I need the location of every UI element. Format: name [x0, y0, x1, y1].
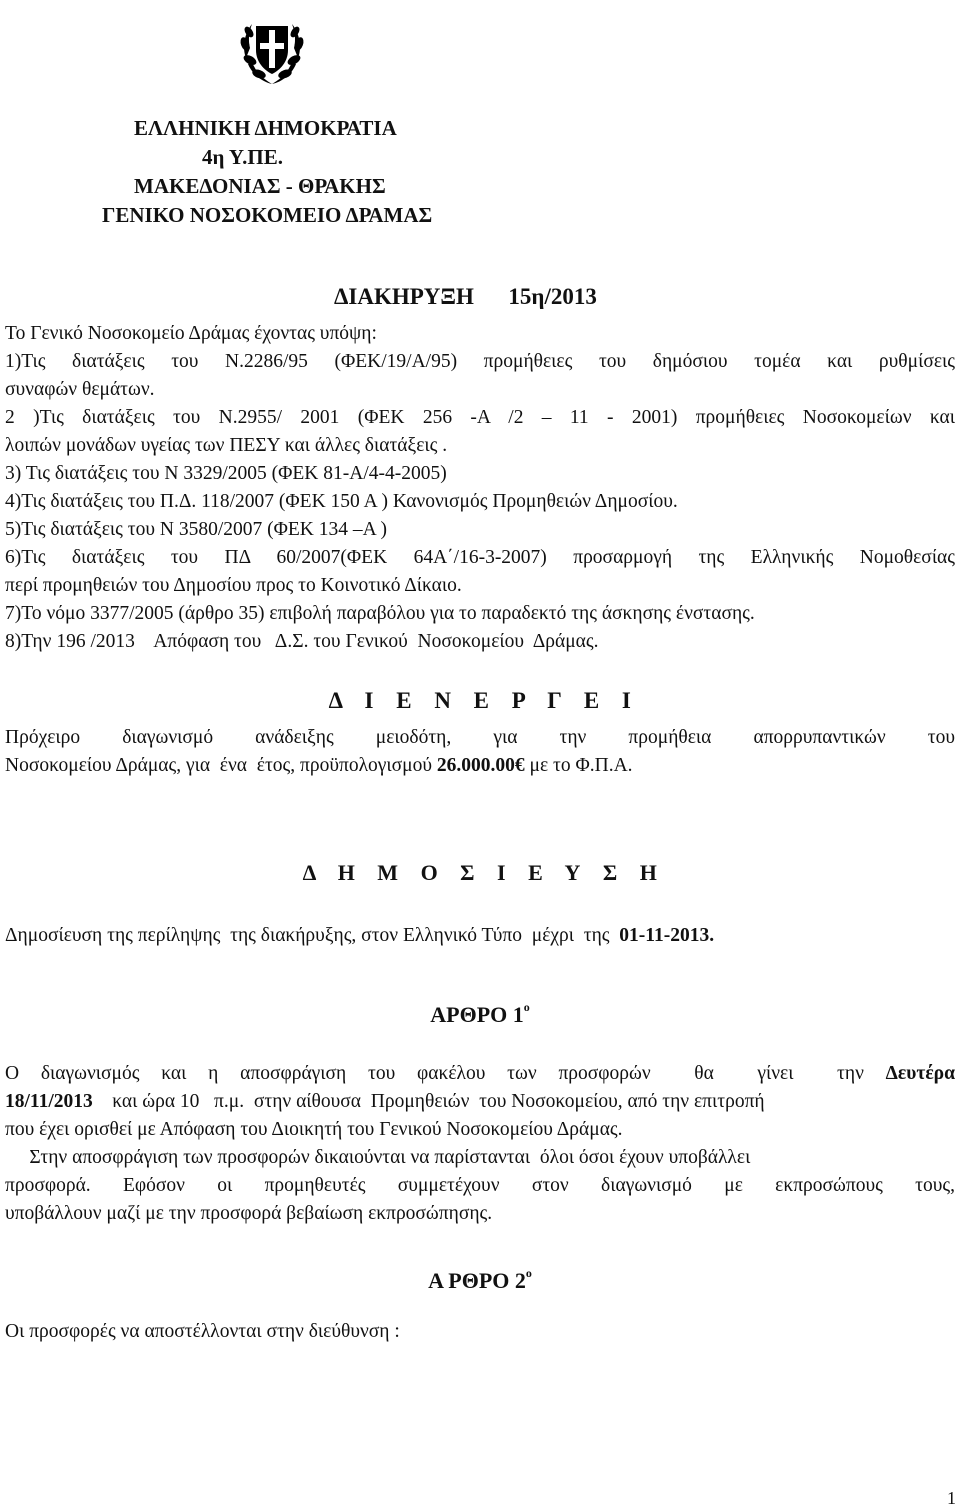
- header-country: ΕΛΛΗΝΙΚΗ ΔΗΜΟΚΡΑΤΙΑ: [134, 116, 397, 140]
- consideration-2-cont: λοιπών μονάδων υγείας των ΠΕΣΥ και άλλες διατάξεις .: [5, 435, 448, 456]
- article-1-heading: [0, 1002, 960, 1028]
- article-2-ordinal: ο: [525, 1266, 532, 1280]
- article-1-line-1-text: Ο διαγωνισμός και η αποσφράγιση του φακέλου των προσφορών θα γίνει την: [5, 1063, 886, 1084]
- publication-text-body: Δημοσίευση της περίληψης της διακήρυξης, στον Ελληνικό Τύπο μέχρι της: [5, 925, 620, 946]
- article-1-title: ΑΡΘΡΟ 1: [430, 1002, 524, 1027]
- opening-date: 18/11/2013: [5, 1091, 93, 1112]
- page-number: 1: [947, 1488, 956, 1508]
- article-2-heading: [0, 1268, 960, 1294]
- announces-line-2-text: Νοσοκομείου Δράμας, για ένα έτος, προϋπολογισμού: [5, 755, 437, 776]
- article-1-line-5: προσφορά. Εφόσον οι προμηθευτές συμμετέχουν στον διαγωνισμό με εκπροσώπους τους,: [5, 1175, 955, 1196]
- article-2-title: Α ΡΘΡΟ 2: [428, 1268, 526, 1293]
- consideration-1: 1)Τις διατάξεις του Ν.2286/95 (ΦΕΚ/19/Α/95) προμήθειες του δημόσιου τομέα και ρυθμίσεις: [5, 351, 955, 372]
- consideration-8: 8)Την 196 /2013 Απόφαση του Δ.Σ. του Γενικού Νοσοκομείου Δράμας.: [5, 631, 599, 652]
- announces-line-2-end: με το Φ.Π.Α.: [524, 755, 633, 776]
- article-2-line-1: Οι προσφορές να αποστέλλονται στην διεύθυνση :: [5, 1321, 400, 1342]
- opening-day: Δευτέρα: [885, 1063, 955, 1084]
- consideration-6-cont: περί προμηθειών του Δημοσίου προς το Κοινοτικό Δίκαιο.: [5, 575, 462, 596]
- publication-heading: Δ Η Μ Ο Σ Ι Ε Υ Σ Η: [302, 860, 658, 885]
- consideration-3: 3) Τις διατάξεις του Ν 3329/2005 (ΦΕΚ 81-Α/4-4-2005): [5, 463, 447, 484]
- greek-state-emblem-icon: [232, 10, 312, 90]
- header-region: ΜΑΚΕΔΟΝΙΑΣ - ΘΡΑΚΗΣ: [134, 174, 386, 198]
- article-1-ordinal: ο: [523, 1000, 530, 1014]
- consideration-1-cont: συναφών θεμάτων.: [5, 379, 155, 400]
- announces-line-1: Πρόχειρο διαγωνισμό ανάδειξης μειοδότη, για την προμήθεια απορρυπαντικών του: [5, 727, 955, 748]
- article-1-line-2-text: και ώρα 10 π.μ. στην αίθουσα Προμηθειών του Νοσοκομείου, από την επιτροπή: [92, 1091, 765, 1112]
- budget-amount: 26.000.00€: [436, 755, 525, 776]
- consideration-6: 6)Τις διατάξεις του ΠΔ 60/2007(ΦΕΚ 64Α΄/16-3-2007) προσαρμογή της Ελληνικής Νομοθεσίας: [5, 547, 955, 568]
- publication-deadline: 01-11-2013.: [619, 925, 715, 946]
- announces-heading: Δ Ι Ε Ν Ε Ρ Γ Ε Ι: [328, 688, 632, 713]
- article-1-line-1: [5, 1060, 955, 1088]
- article-1-line-2: [5, 1088, 765, 1116]
- consideration-7: 7)Το νόμο 3377/2005 (άρθρο 35) επιβολή παραβόλου για το παραδεκτό της άσκησης ένστασης.: [5, 603, 755, 624]
- considerations-intro: Το Γενικό Νοσοκομείο Δράμας έχοντας υπόψη:: [5, 323, 377, 344]
- consideration-5: 5)Τις διατάξεις του Ν 3580/2007 (ΦΕΚ 134 –Α ): [5, 519, 387, 540]
- document-title: ΔΙΑΚΗΡΥΞΗ 15η/2013: [334, 284, 597, 309]
- article-1-line-3: που έχει ορισθεί με Απόφαση του Διοικητή του Γενικού Νοσοκομείου Δράμας.: [5, 1119, 623, 1140]
- header-region-authority: 4η Υ.ΠΕ.: [202, 145, 283, 169]
- header-hospital: ΓΕΝΙΚΟ ΝΟΣΟΚΟΜΕΙΟ ΔΡΑΜΑΣ: [102, 203, 433, 227]
- article-1-line-6: υποβάλλουν μαζί με την προσφορά βεβαίωση εκπροσώπησης.: [5, 1203, 493, 1224]
- publication-text: [5, 922, 714, 950]
- consideration-4: 4)Τις διατάξεις του Π.Δ. 118/2007 (ΦΕΚ 150 Α ) Κανονισμός Προμηθειών Δημοσίου.: [5, 491, 678, 512]
- consideration-2: 2 )Τις διατάξεις του Ν.2955/ 2001 (ΦΕΚ 256 -Α /2 – 11 - 2001) προμήθειες Νοσοκομείων και: [5, 407, 955, 428]
- announces-line-2: [5, 752, 633, 780]
- article-1-line-4: Στην αποσφράγιση των προσφορών δικαιούνται να παρίστανται όλοι όσοι έχουν υποβάλλει: [5, 1147, 751, 1168]
